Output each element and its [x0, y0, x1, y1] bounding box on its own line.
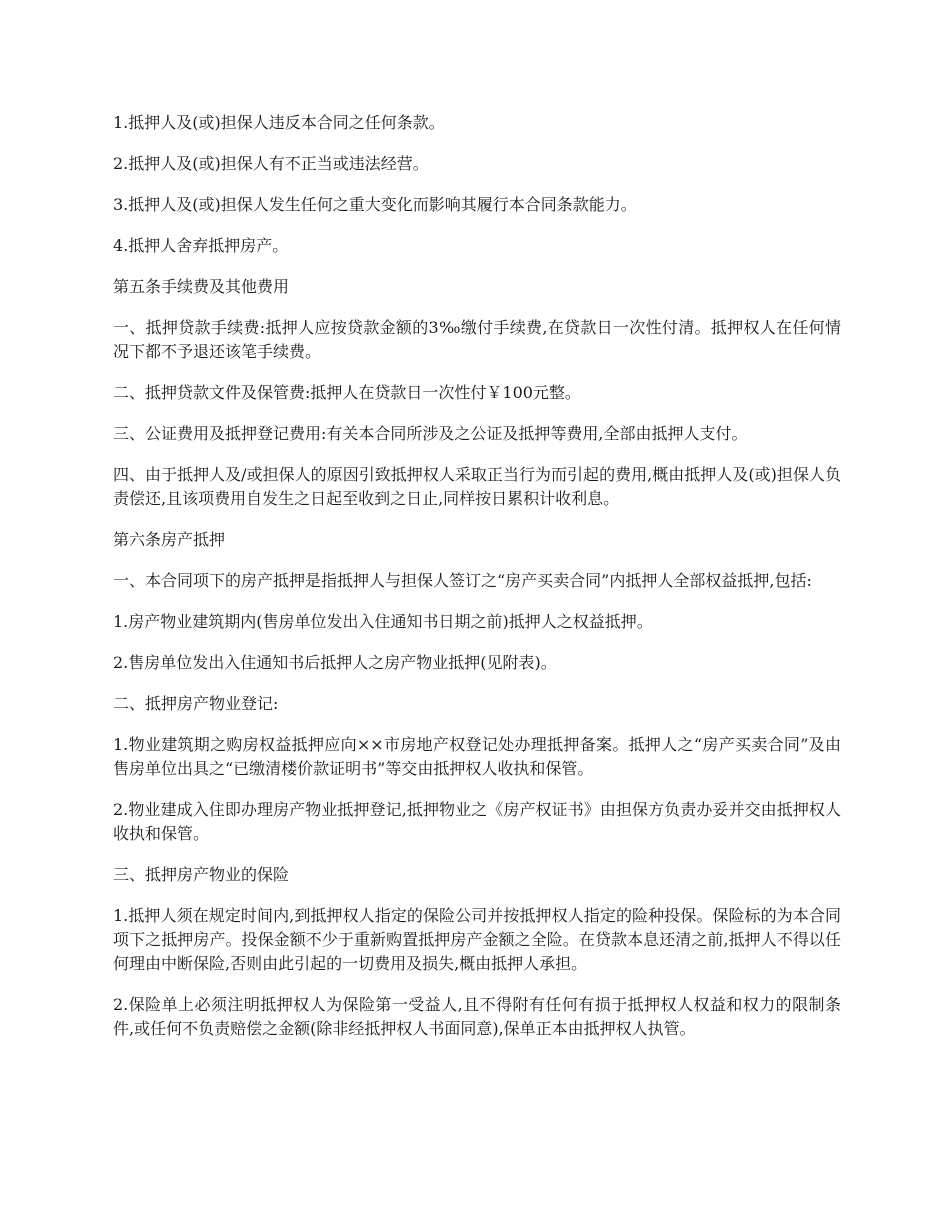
document-body: [113, 111, 841, 1058]
section-heading-article-5: 第五条手续费及其他费用: [113, 277, 290, 296]
mortgage-clause-1: 一、本合同项下的房产抵押是指抵押人与担保人签订之“房产买卖合同”内抵押人全部权益抵押,包括:: [113, 571, 812, 590]
fee-clause-1: 一、抵押贷款手续费:抵押人应按贷款金额的3‰缴付手续费,在贷款日一次性付清。抵押权人在任何情况下都不予退还该笔手续费。: [113, 318, 841, 361]
clause-item-4: 4.抵押人舍弃抵押房产。: [113, 236, 289, 255]
fee-clause-2: 二、抵押贷款文件及保管费:抵押人在贷款日一次性付￥100元整。: [113, 383, 581, 402]
mortgage-subclause-1: 1.房产物业建筑期内(售房单位发出入住通知书日期之前)抵押人之权益抵押。: [113, 612, 653, 631]
insurance-heading: 三、抵押房产物业的保险: [113, 865, 290, 884]
clause-item-3: 3.抵押人及(或)担保人发生任何之重大变化而影响其履行本合同条款能力。: [113, 195, 637, 214]
fee-clause-3: 三、公证费用及抵押登记费用:有关本合同所涉及之公证及抵押等费用,全部由抵押人支付。: [113, 424, 748, 443]
registration-subclause-2: 2.物业建成入住即办理房产物业抵押登记,抵押物业之《房产权证书》由担保方负责办妥并交由抵押权人收执和保管。: [113, 800, 841, 843]
mortgage-subclause-2: 2.售房单位发出入住通知书后抵押人之房产物业抵押(见附表)。: [113, 653, 557, 672]
insurance-subclause-1: 1.抵押人须在规定时间内,到抵押权人指定的保险公司并按抵押权人指定的险种投保。保险标的为本合同项下之抵押房产。投保金额不少于重新购置抵押房产金额之全险。在贷款本息还清之前,抵押人不得以任何理由中断保险,否则由此引起的一切费用及损失,概由抵押人承担。: [113, 906, 841, 973]
section-heading-article-6: 第六条房产抵押: [113, 530, 226, 549]
registration-subclause-1: 1.物业建筑期之购房权益抵押应向××市房地产权登记处办理抵押备案。抵押人之“房产买卖合同”及由售房单位出具之“已缴清楼价款证明书”等交由抵押权人收执和保管。: [113, 735, 841, 778]
clause-item-2: 2.抵押人及(或)担保人有不正当或违法经营。: [113, 154, 429, 173]
fee-clause-4: 四、由于抵押人及/或担保人的原因引致抵押权人采取正当行为而引起的费用,概由抵押人及(或)担保人负责偿还,且该项费用自发生之日起至收到之日止,同样按日累积计收利息。: [113, 465, 841, 508]
insurance-subclause-2: 2.保险单上必须注明抵押权人为保险第一受益人,且不得附有任何有损于抵押权人权益和权力的限制条件,或任何不负责赔偿之金额(除非经抵押权人书面同意),保单正本由抵押权人执管。: [113, 995, 841, 1038]
registration-heading: 二、抵押房产物业登记:: [113, 694, 279, 713]
clause-item-1: 1.抵押人及(或)担保人违反本合同之任何条款。: [113, 113, 445, 132]
